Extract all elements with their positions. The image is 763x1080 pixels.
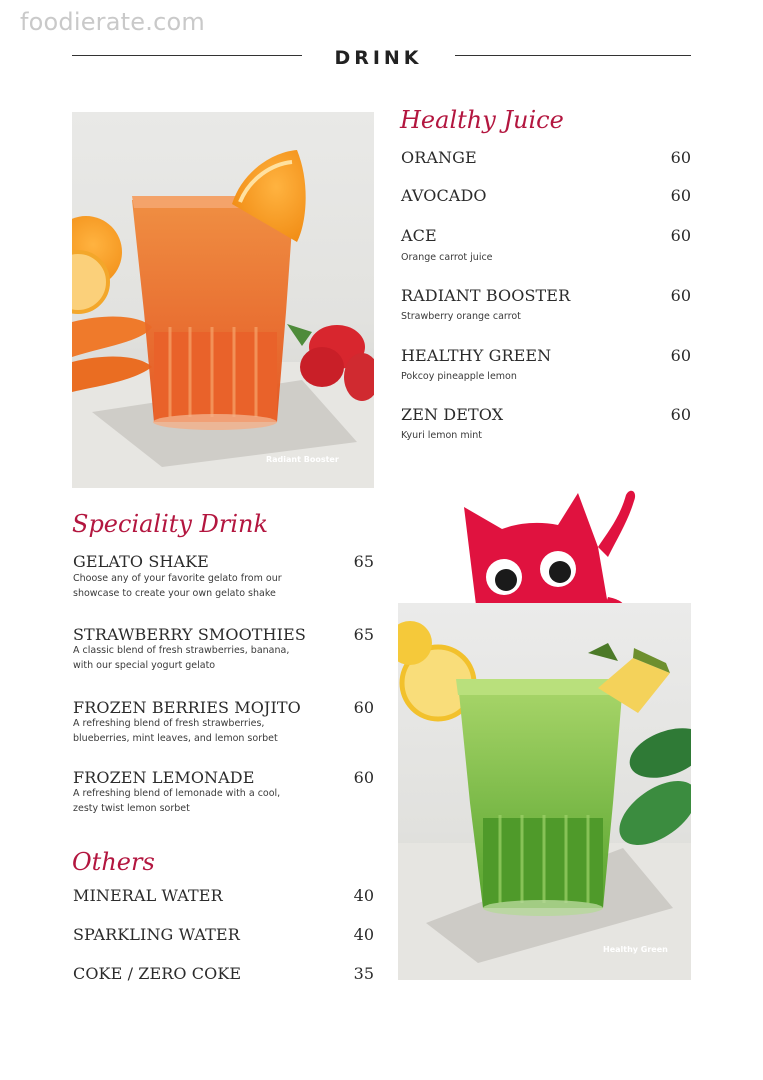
section-title-others: Others	[72, 848, 155, 876]
menu-item-price: 65	[353, 625, 374, 644]
menu-item-name: STRAWBERRY SMOOTHIES	[73, 625, 306, 644]
menu-item-price: 60	[670, 148, 691, 167]
menu-item-name: RADIANT BOOSTER	[401, 286, 571, 305]
menu-item-description	[73, 571, 282, 601]
menu-item-price: 60	[670, 286, 691, 305]
menu-item-price: 60	[670, 186, 691, 205]
menu-item-price: 60	[353, 768, 374, 787]
header-rule-left	[72, 55, 302, 56]
menu-item-name: ORANGE	[401, 148, 477, 167]
menu-item-name: ZEN DETOX	[401, 405, 504, 424]
menu-item-name: HEALTHY GREEN	[401, 346, 552, 365]
description-line: zesty twist lemon sorbet	[73, 803, 190, 814]
description-line: A classic blend of fresh strawberries, banana,	[73, 645, 290, 656]
menu-item-price: 40	[353, 925, 374, 944]
description-line: showcase to create your own gelato shake	[73, 588, 276, 599]
description-line: with our special yogurt gelato	[73, 660, 216, 671]
menu-item-price: 60	[670, 405, 691, 424]
menu-item-description	[73, 716, 278, 746]
menu-item-description: Orange carrot juice	[401, 252, 493, 263]
menu-item-description: Strawberry orange carrot	[401, 311, 521, 322]
description-line: blueberries, mint leaves, and lemon sorbet	[73, 733, 278, 744]
menu-item-description	[73, 786, 280, 816]
menu-item-description	[73, 643, 289, 673]
watermark: foodierate.com	[20, 8, 205, 36]
menu-item-price: 60	[353, 698, 374, 717]
menu-item-price: 60	[670, 226, 691, 245]
menu-item-price: 40	[353, 886, 374, 905]
menu-item-name: MINERAL WATER	[73, 886, 223, 905]
cat-mascot-icon	[458, 487, 640, 612]
description-line: Choose any of your favorite gelato from our	[73, 573, 282, 584]
page-title: DRINK	[334, 47, 423, 69]
orange-juice-illustration	[72, 112, 374, 488]
menu-item-name: ACE	[401, 226, 437, 245]
menu-item-price: 35	[353, 964, 374, 983]
section-title-speciality-drink: Speciality Drink	[72, 510, 269, 538]
description-line: A refreshing blend of lemonade with a cool,	[73, 788, 281, 799]
green-juice-illustration	[398, 603, 691, 980]
menu-item-price: 60	[670, 346, 691, 365]
radiant-booster-caption: Radiant Booster	[266, 455, 339, 464]
header-rule-right	[455, 55, 691, 56]
menu-item-name: FROZEN LEMONADE	[73, 768, 255, 787]
menu-item-name: GELATO SHAKE	[73, 552, 209, 571]
healthy-green-photo	[398, 603, 691, 980]
menu-item-description: Kyuri lemon mint	[401, 430, 482, 441]
menu-item-description: Pokcoy pineapple lemon	[401, 371, 517, 382]
menu-item-name: AVOCADO	[401, 186, 487, 205]
description-line: A refreshing blend of fresh strawberries,	[73, 718, 265, 729]
menu-item-price: 65	[353, 552, 374, 571]
menu-item-name: FROZEN BERRIES MOJITO	[73, 698, 301, 717]
healthy-green-caption: Healthy Green	[603, 945, 668, 954]
menu-item-name: SPARKLING WATER	[73, 925, 240, 944]
menu-item-name: COKE / ZERO COKE	[73, 964, 242, 983]
radiant-booster-photo	[72, 112, 374, 488]
section-title-healthy-juice: Healthy Juice	[400, 106, 564, 134]
